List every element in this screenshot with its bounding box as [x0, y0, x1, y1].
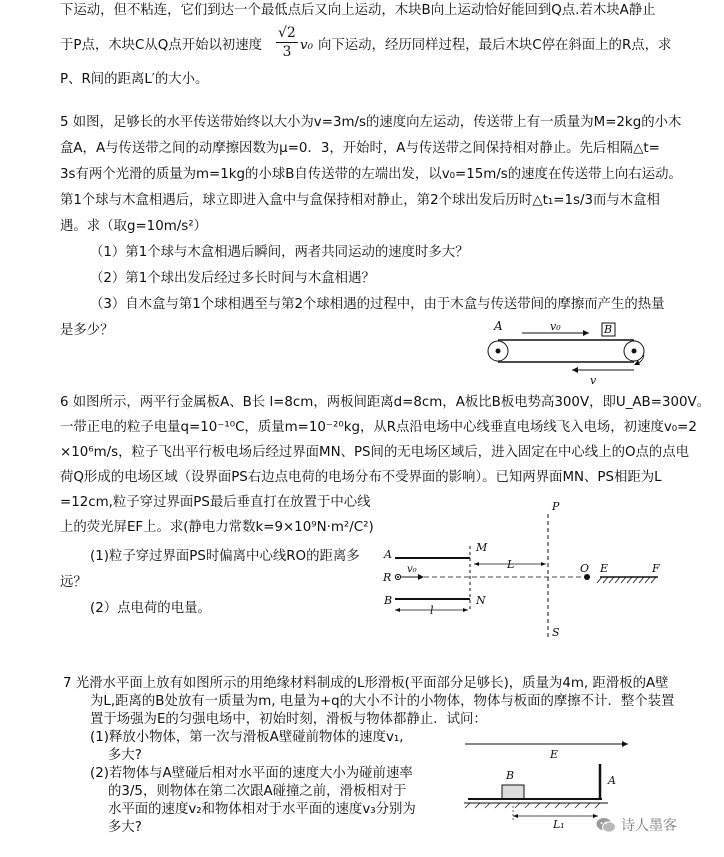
fig6-screen-hatch	[597, 577, 656, 583]
fig5-label-B: B	[604, 323, 613, 336]
fig6-label-P: P	[552, 500, 560, 513]
p7-q1a: (1)释放小物体，第一次与滑板A壁碰前物体的速度v₁,	[90, 730, 404, 745]
fig6-label-O: O	[580, 562, 590, 575]
fig6-label-A: A	[384, 548, 392, 561]
p7-line2: 为L,距离的B处放有一质量为m, 电量为+q的大小不计的小物体，物体与板面的摩擦不计．整个装置	[90, 694, 675, 709]
fig6-label-M: M	[476, 541, 488, 554]
fig6-label-S: S	[552, 626, 560, 639]
conveyor-belt-figure	[484, 318, 664, 390]
p7-line3: 置于场强为E的匀强电场中，初始时刻，滑板与物体都静止．试问：	[90, 712, 487, 727]
p7-line1: 7 光滑水平面上放有如图所示的用绝缘材料制成的L形滑板(平面部分足够长)，质量为4m, 距滑板的A壁	[63, 676, 669, 691]
fraction-sqrt2-over-3	[276, 24, 298, 61]
p6-q1b: 远？	[60, 575, 87, 590]
watermark	[596, 815, 677, 835]
fig6-label-L: L	[507, 558, 515, 571]
p4-line3: P、R间的距离L′的大小。	[60, 72, 209, 87]
wechat-icon	[596, 817, 616, 834]
p5-q2: （2）第1个球出发后经过多长时间与木盒相遇？	[90, 271, 375, 286]
fig7-ground-hatch	[465, 803, 600, 808]
fig6-label-l: l	[430, 604, 434, 617]
p7-q2a: (2)若物体与A壁碰后相对水平面的速度大小为碰前速率	[90, 766, 413, 781]
fig5-label-v0: v₀	[550, 320, 561, 333]
fig6-label-F: F	[652, 562, 660, 575]
p6-q1a: (1)粒子穿过界面PS时偏离中心线RO的距离多	[90, 549, 360, 564]
frac-denominator: 3	[282, 44, 292, 60]
parallel-plates-figure	[380, 500, 672, 642]
p4-line2a: 于P点，木块C从Q点开始以初速度	[60, 38, 263, 53]
p5-line3: 3s有两个光滑的质量为m=1kg的小球B自传送带的左端出发，以v₀=15m/s的速度在传送带上向右运动。	[60, 167, 682, 182]
p4-line1: 下运动，但不粘连，它们到达一个最低点后又向上运动，木块B向上运动恰好能回到Q点.若木块A静止	[60, 3, 656, 18]
p6-line6: 上的荧光屏EF上。求(静电力常数k=9×10⁹N·m²/C²)	[60, 520, 374, 535]
fig7-block-B	[502, 785, 524, 799]
fig6-label-R: R	[383, 571, 392, 584]
frac-numerator: √2	[278, 25, 296, 41]
p5-line4: 第1个球与木盒相遇后，球立即进入盒中与盒保持相对静止，第2个球出发后历时△t₁=1s/3而与木盒相	[60, 193, 660, 208]
frac-v0: v₀	[300, 38, 313, 53]
fig7-label-L1: L₁	[553, 818, 565, 830]
fig7-label-E: E	[550, 748, 559, 761]
p7-q2b: 的3/5，则物体在第二次跟A碰撞之前，滑板相对于	[108, 784, 407, 799]
p5-q3a: （3）自木盒与第1个球相遇至与第2个球相遇的过程中，由于木盒与传送带间的摩擦而产生的热量	[90, 297, 665, 312]
fig6-label-N: N	[476, 594, 486, 607]
p5-line2: 盒A，A与传送带之间的动摩擦因数为μ=0．3，开始时，A与传送带之间保持相对静止。先后相隔△t=	[60, 141, 660, 156]
p6-line5: =12cm,粒子穿过界面PS最后垂直打在放置于中心线	[60, 495, 371, 510]
p4-line2b: 向下运动，经历同样过程，最后木块C停在斜面上的R点，求	[318, 38, 672, 53]
fig6-label-E: E	[600, 562, 609, 575]
p5-line5: 遇。求（取g=10m/s²）	[60, 219, 208, 234]
p6-line2: 一带正电的粒子电量q=10⁻¹⁰C，质量m=10⁻²⁰kg，从R点沿电场中心线垂直电场线飞入电场，初速度v₀=2	[60, 420, 697, 435]
p6-line3: ×10⁶m/s，粒子飞出平行板电场后经过界面MN、PS间的无电场区域后，进入固定在中心线上的O点的点电	[60, 445, 690, 460]
p7-q2c: 水平面的速度v₂和物体相对于水平面的速度v₃分别为	[108, 802, 416, 817]
fig7-label-B: B	[506, 769, 515, 782]
p5-q3b: 是多少？	[60, 323, 114, 338]
fig5-label-A: A	[494, 319, 503, 333]
p5-q1: （1）第1个球与木盒相遇后瞬间，两者共同运动的速度时多大？	[90, 245, 469, 260]
fig6-label-v0: v₀	[407, 564, 417, 575]
p6-q2: (2）点电荷的电量。	[90, 601, 211, 616]
watermark-text: 诗人墨客	[621, 818, 677, 834]
fig7-label-A: A	[608, 774, 616, 787]
fig6-label-B: B	[384, 594, 393, 607]
p6-line4: 荷Q形成的电场区域（设界面PS右边点电荷的电场分布不受界面的影响）。已知两界面MN、PS相距为L	[60, 470, 662, 485]
p6-line1: 6 如图所示，两平行金属板A、B长 l=8cm，两板间距离d=8cm，A板比B板电势高300V，即U_AB=300V。	[60, 395, 711, 410]
p5-line1: 5 如图，足够长的水平传送带始终以大小为v=3m/s的速度向左运动，传送带上有一质量为M=2kg的小木	[60, 115, 682, 130]
fig5-label-v: v	[590, 374, 597, 387]
p7-q1b: 多大?	[108, 748, 142, 763]
p7-q2d: 多大?	[108, 820, 142, 835]
